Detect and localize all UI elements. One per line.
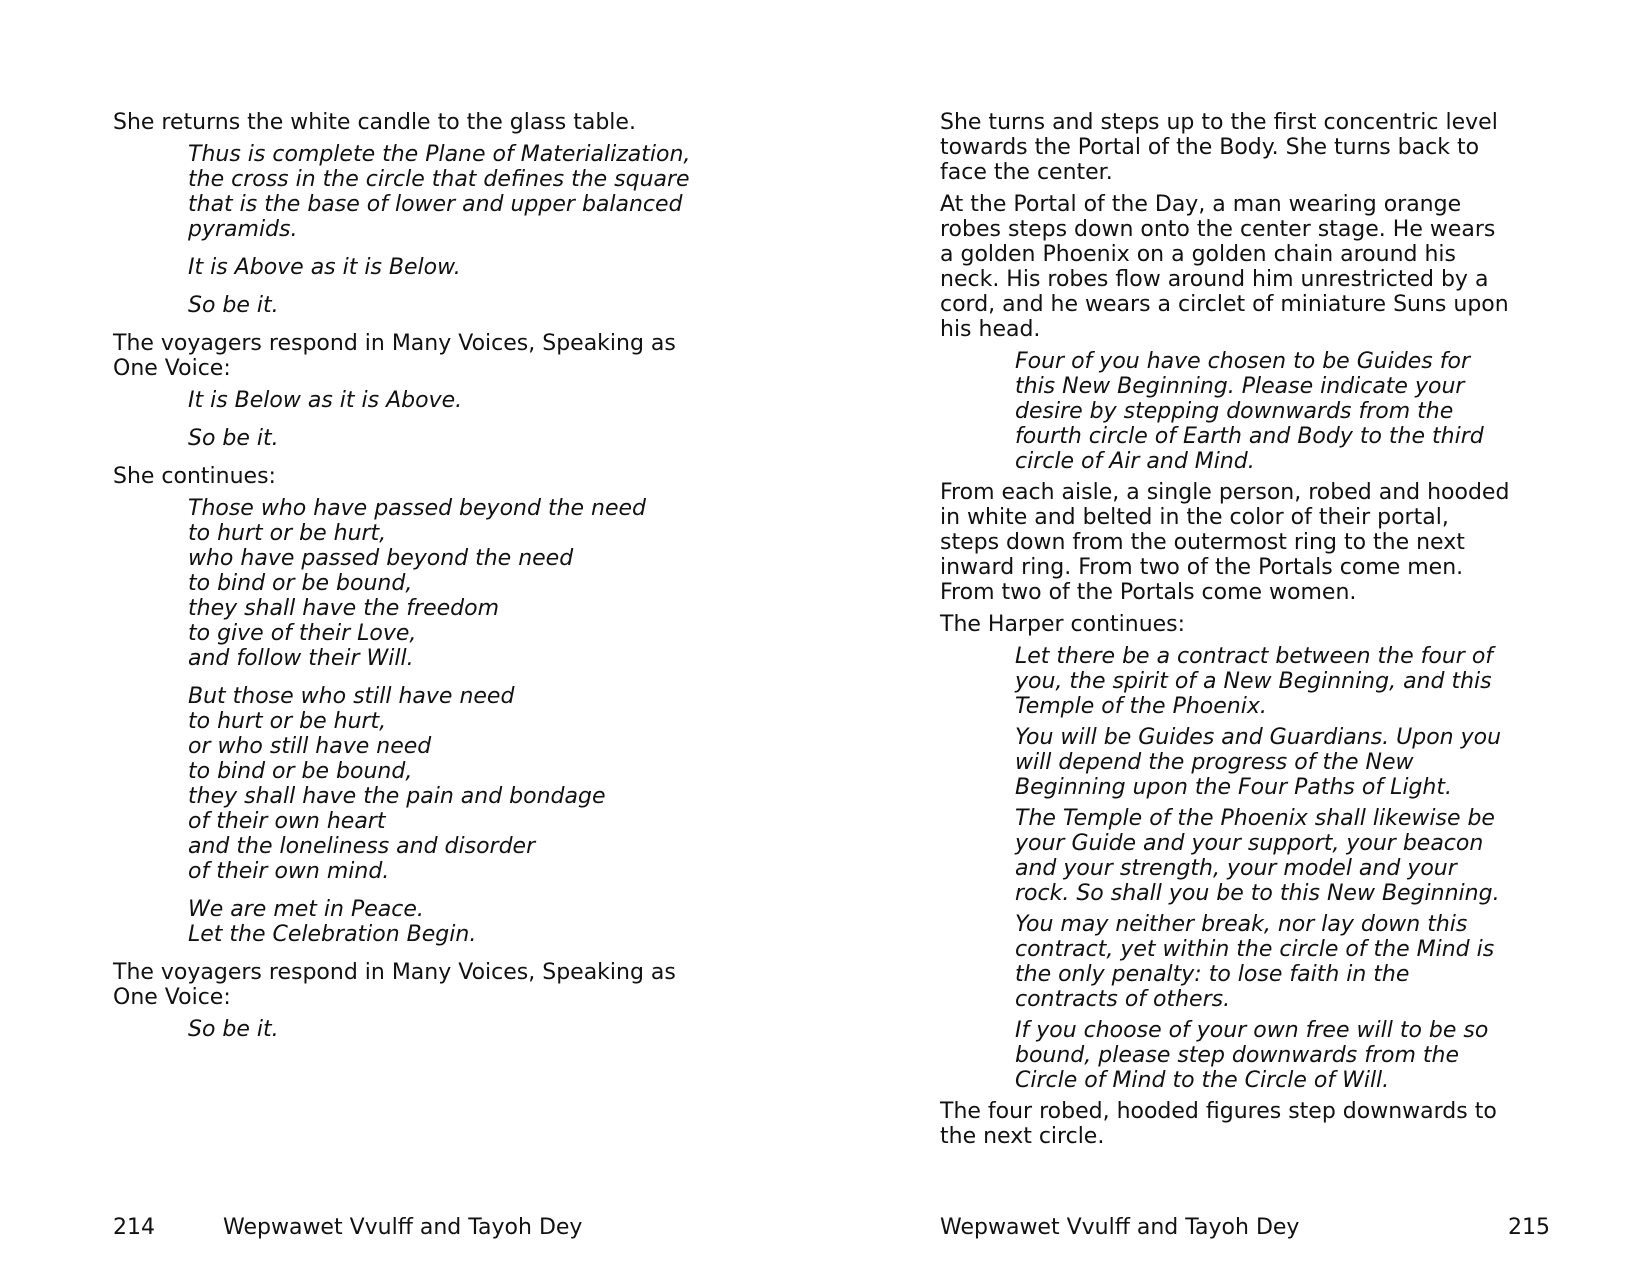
verse-stanza: Four of you have chosen to be Guides for this New Beginning. Please indicate your desire by stepping downwards from the fourth circle of Earth and Body to the third circle of Air and Mind. xyxy=(1015,349,1484,474)
narration-paragraph: She continues: xyxy=(113,464,276,489)
narration-paragraph: The four robed, hooded figures step downwards to the next circle. xyxy=(940,1099,1497,1149)
narration-paragraph: The voyagers respond in Many Voices, Speaking as One Voice: xyxy=(113,331,676,381)
narration-paragraph: At the Portal of the Day, a man wearing orange robes steps down onto the center stage. He wears a golden Phoenix on a golden chain around his neck. His robes flow around him unrestricted by a cord, and he wears a circlet of miniature Suns upon his head. xyxy=(940,192,1509,342)
verse-stanza: So be it. xyxy=(188,1017,279,1042)
left-page-text xyxy=(113,110,723,1055)
verse-stanza: Let there be a contract between the four of you, the spirit of a New Beginning, and this Temple of the Phoenix. xyxy=(1015,644,1494,719)
narration-paragraph: From each aisle, a single person, robed and hooded in white and belted in the color of their portal, steps down from the outermost ring to the next inward ring. From two of the Portals come men. From two of the Portals come women. xyxy=(940,480,1510,605)
verse-stanza: It is Below as it is Above. xyxy=(188,388,463,413)
narration-paragraph: The Harper continues: xyxy=(940,612,1186,637)
narration-paragraph: The voyagers respond in Many Voices, Speaking as One Voice: xyxy=(113,960,676,1010)
right-page-text xyxy=(940,110,1550,1156)
verse-stanza: So be it. xyxy=(188,426,279,451)
right-page xyxy=(940,0,1550,1275)
left-page xyxy=(113,0,723,1275)
page-number: 215 xyxy=(1508,1215,1550,1240)
verse-stanza: Thus is complete the Plane of Materialization, the cross in the circle that defines the square that is the base of lower and upper balanced pyramids. xyxy=(188,142,691,242)
verse-stanza: You may neither break, nor lay down this contract, yet within the circle of the Mind is the only penalty: to lose faith in the contracts of others. xyxy=(1015,912,1495,1012)
narration-paragraph: She returns the white candle to the glass table. xyxy=(113,110,636,135)
page-number: 214 xyxy=(113,1215,155,1240)
narration-paragraph: She turns and steps up to the first concentric level towards the Portal of the Body. She turns back to face the center. xyxy=(940,110,1498,185)
verse-stanza: It is Above as it is Below. xyxy=(188,255,461,280)
verse-stanza: The Temple of the Phoenix shall likewise be your Guide and your support, your beacon and your strength, your model and your rock. So shall you be to this New Beginning. xyxy=(1015,806,1500,906)
verse-stanza: But those who still have need to hurt or be hurt, or who still have need to bind or be bound, they shall have the pain and bondage of their own heart and the loneliness and disorder of their own mind. xyxy=(188,684,606,884)
running-footer-title: Wepwawet Vvulff and Tayoh Dey xyxy=(940,1215,1300,1240)
verse-stanza: We are met in Peace. Let the Celebration Begin. xyxy=(188,897,477,947)
verse-stanza: You will be Guides and Guardians. Upon you will depend the progress of the New Beginning upon the Four Paths of Light. xyxy=(1015,725,1502,800)
running-footer-title: Wepwawet Vvulff and Tayoh Dey xyxy=(223,1215,583,1240)
verse-stanza: If you choose of your own free will to be so bound, please step downwards from the Circle of Mind to the Circle of Will. xyxy=(1015,1018,1489,1093)
verse-stanza: Those who have passed beyond the need to hurt or be hurt, who have passed beyond the need to bind or be bound, they shall have the freedom to give of their Love, and follow their Will. xyxy=(188,496,647,671)
verse-stanza: So be it. xyxy=(188,293,279,318)
